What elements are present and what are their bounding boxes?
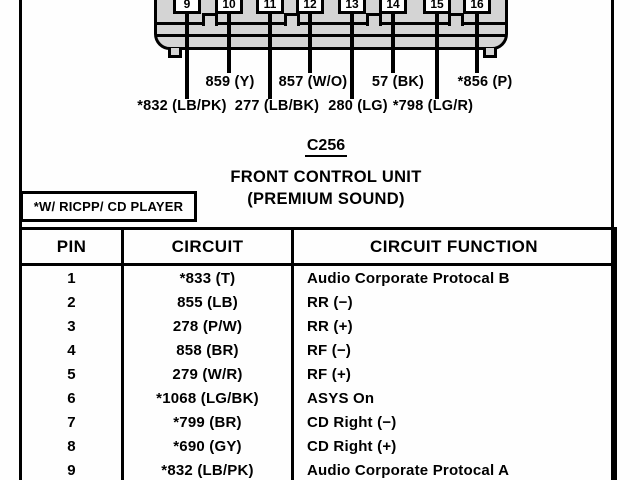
- connector-wire: [435, 13, 439, 99]
- pin-cell: 1: [21, 265, 123, 291]
- connector-inner-line-lower: [157, 34, 505, 37]
- pin-table-row: [21, 290, 616, 314]
- circuit-function-cell: RF (+): [307, 365, 352, 383]
- circuit-function-cell: RR (−): [307, 293, 353, 311]
- wire-label-upper: 57 (BK): [371, 74, 425, 90]
- pin-table-row: [21, 338, 616, 362]
- pin-cell: 3: [21, 314, 123, 338]
- pin-table-header-function: CIRCUIT FUNCTION: [293, 229, 616, 265]
- wire-label-upper: 859 (Y): [205, 74, 255, 90]
- ricpp-note-box: [20, 191, 197, 222]
- circuit-function-cell: RF (−): [307, 341, 352, 359]
- connector-notch: [448, 13, 464, 26]
- connector-pin-box: 12: [296, 0, 324, 14]
- connector-wire: [350, 13, 354, 99]
- circuit-function-cell: CD Right (−): [307, 413, 397, 431]
- circuit-cell: *799 (BR): [123, 410, 293, 434]
- connector-pin-box: 10: [215, 0, 243, 14]
- wire-label-lower: 277 (LB/BK): [234, 98, 320, 114]
- connector-pin-box: 15: [423, 0, 451, 14]
- wire-label-lower: *832 (LB/PK): [137, 98, 227, 114]
- pin-table-header-circuit: CIRCUIT: [123, 229, 293, 265]
- connector-foot-left: [168, 48, 182, 58]
- connector-wire: [391, 13, 395, 73]
- connector-pin-box: 14: [379, 0, 407, 14]
- circuit-cell: *832 (LB/PK): [123, 458, 293, 480]
- pin-cell: 5: [21, 362, 123, 386]
- connector-pin-box: 11: [256, 0, 284, 14]
- pin-table-row: [21, 362, 616, 386]
- wire-label-upper: *856 (P): [457, 74, 513, 90]
- pin-table: [19, 227, 617, 480]
- circuit-cell: 279 (W/R): [123, 362, 293, 386]
- pin-table-row: [21, 386, 616, 410]
- ricpp-note-text: *W/ RICPP/ CD PLAYER: [33, 199, 184, 214]
- connector-id: C256: [26, 137, 626, 155]
- connector-wire: [308, 13, 312, 73]
- circuit-cell: *1068 (LG/BK): [123, 386, 293, 410]
- circuit-function-cell: ASYS On: [307, 389, 375, 407]
- connector-pin-box: 9: [173, 0, 201, 14]
- pin-table-row: [21, 314, 616, 338]
- pin-cell: 6: [21, 386, 123, 410]
- circuit-function-cell: Audio Corporate Protocal B: [307, 269, 510, 287]
- pin-table-row: [21, 434, 616, 458]
- circuit-cell: *690 (GY): [123, 434, 293, 458]
- connector-pin-box: 13: [338, 0, 366, 14]
- connector-wire: [227, 13, 231, 73]
- pin-table-row: [21, 410, 616, 434]
- pin-table-header-pin: PIN: [21, 229, 123, 265]
- diagram-title-line2: (PREMIUM SOUND): [247, 190, 405, 208]
- connector-foot-right: [483, 48, 497, 58]
- connector-notch: [366, 13, 382, 26]
- connector-notch: [202, 13, 218, 26]
- circuit-function-cell: Audio Corporate Protocal A: [307, 461, 510, 479]
- circuit-cell: 855 (LB): [123, 290, 293, 314]
- pin-table-row: [21, 265, 616, 291]
- pin-table-header-row: [21, 229, 616, 265]
- circuit-function-cell: RR (+): [307, 317, 353, 335]
- wire-label-upper: 857 (W/O): [278, 74, 348, 90]
- pin-cell: 2: [21, 290, 123, 314]
- connector-pin-box: 16: [463, 0, 491, 14]
- diagram-title-line1: FRONT CONTROL UNIT: [230, 168, 422, 186]
- circuit-cell: 278 (P/W): [123, 314, 293, 338]
- connector-wire: [475, 13, 479, 73]
- wire-label-lower: 280 (LG): [328, 98, 388, 114]
- circuit-cell: *833 (T): [123, 265, 293, 291]
- circuit-cell: 858 (BR): [123, 338, 293, 362]
- circuit-function-cell: CD Right (+): [307, 437, 397, 455]
- pin-table-row: [21, 458, 616, 480]
- pin-cell: 4: [21, 338, 123, 362]
- wire-label-lower: *798 (LG/R): [392, 98, 474, 114]
- connector-wire: [268, 13, 272, 99]
- pin-cell: 7: [21, 410, 123, 434]
- connector-wire: [185, 13, 189, 99]
- connector-notch: [284, 13, 300, 26]
- pin-cell: 8: [21, 434, 123, 458]
- pin-cell: 9: [21, 458, 123, 480]
